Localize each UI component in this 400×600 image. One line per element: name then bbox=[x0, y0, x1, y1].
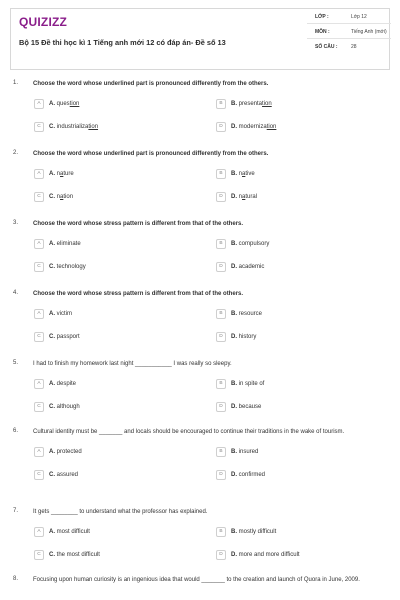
option-underlined-part: a bbox=[242, 193, 246, 200]
option-text bbox=[49, 449, 82, 455]
worksheet-title: Bộ 15 Đề thi học kì 1 Tiếng anh mới 12 có đáp án- Đề số 13 bbox=[19, 38, 226, 47]
option-text bbox=[49, 529, 90, 535]
option-word: n bbox=[56, 193, 61, 200]
option-text bbox=[231, 381, 264, 387]
option-text bbox=[49, 171, 74, 177]
option-letter-box: D bbox=[216, 262, 226, 272]
option-word: confirmed bbox=[238, 471, 266, 478]
option-letter-box: D bbox=[216, 470, 226, 480]
option-word: history bbox=[238, 333, 257, 340]
option-label: C. bbox=[49, 193, 55, 200]
option-text bbox=[49, 124, 98, 130]
option-word: more and more difficult bbox=[238, 551, 300, 558]
option-word: n bbox=[238, 193, 243, 200]
option-word: assured bbox=[56, 471, 79, 478]
option-label: B. bbox=[231, 380, 237, 387]
option-word: mostly difficult bbox=[238, 528, 277, 535]
option-text bbox=[231, 552, 300, 558]
option-label: C. bbox=[49, 551, 55, 558]
meta-row-subject bbox=[307, 24, 391, 39]
option-word-rest: tive bbox=[245, 170, 255, 177]
option-label: A. bbox=[49, 310, 55, 317]
option-letter-box: D bbox=[216, 402, 226, 412]
option-text bbox=[231, 241, 269, 247]
option-text bbox=[231, 404, 261, 410]
option-underlined-part: a bbox=[242, 170, 246, 177]
option-label: A. bbox=[49, 100, 55, 107]
option-underlined-part: tion bbox=[266, 123, 277, 130]
option-word: technology bbox=[56, 263, 86, 270]
option-text bbox=[49, 241, 81, 247]
option-word: although bbox=[56, 403, 80, 410]
option-letter-box: B bbox=[216, 99, 226, 109]
option-label: B. bbox=[231, 170, 237, 177]
option-word: the most difficult bbox=[56, 551, 100, 558]
option-label: D. bbox=[231, 193, 237, 200]
option-word: ques bbox=[56, 100, 70, 107]
option-label: D. bbox=[231, 471, 237, 478]
option-letter-box: B bbox=[216, 309, 226, 319]
option-label: A. bbox=[49, 448, 55, 455]
option-label: C. bbox=[49, 403, 55, 410]
option-text bbox=[231, 264, 264, 270]
option-word: most difficult bbox=[56, 528, 90, 535]
worksheet-meta bbox=[307, 9, 391, 69]
question-text: Focusing upon human curiosity is an ingenious idea that would _______ to the creation and launch of Quora in June, 2009. bbox=[33, 577, 360, 583]
question-number: 1. bbox=[13, 80, 19, 86]
option-word: despite bbox=[56, 380, 77, 387]
option-letter-box: C bbox=[34, 550, 44, 560]
meta-value-subject: Tiếng Anh (mới) bbox=[351, 29, 387, 35]
option-label: A. bbox=[49, 170, 55, 177]
option-letter-box: A bbox=[34, 99, 44, 109]
option-letter-box: A bbox=[34, 309, 44, 319]
option-letter-box: A bbox=[34, 379, 44, 389]
option-word: insured bbox=[238, 448, 259, 455]
option-text bbox=[231, 334, 256, 340]
question-text: Choose the word whose underlined part is pronounced differently from the others. bbox=[33, 151, 269, 157]
question-text: Choose the word whose stress pattern is different from that of the others. bbox=[33, 291, 244, 297]
option-letter-box: B bbox=[216, 239, 226, 249]
option-letter-box: A bbox=[34, 527, 44, 537]
option-word: victim bbox=[56, 310, 73, 317]
question-text: Choose the word whose underlined part is pronounced differently from the others. bbox=[33, 81, 269, 87]
question-text: Cultural identity must be _______ and locals should be encouraged to continue their traditions in the wake of tourism. bbox=[33, 429, 345, 435]
question-text: Choose the word whose stress pattern is different from that of the others. bbox=[33, 221, 244, 227]
option-underlined-part: tion bbox=[69, 100, 80, 107]
option-word-rest: tion bbox=[63, 193, 74, 200]
meta-row-class bbox=[307, 9, 391, 24]
option-word: industrializa bbox=[56, 123, 89, 130]
option-label: C. bbox=[49, 263, 55, 270]
question-number: 6. bbox=[13, 428, 19, 434]
option-letter-box: D bbox=[216, 122, 226, 132]
option-word: moderniza bbox=[238, 123, 267, 130]
option-word: protected bbox=[56, 448, 82, 455]
option-text bbox=[231, 472, 265, 478]
option-label: D. bbox=[231, 403, 237, 410]
option-letter-box: C bbox=[34, 402, 44, 412]
option-letter-box: D bbox=[216, 192, 226, 202]
option-letter-box: B bbox=[216, 527, 226, 537]
option-text bbox=[231, 311, 262, 317]
option-word: resource bbox=[238, 310, 263, 317]
option-word: in spite of bbox=[238, 380, 265, 387]
option-text bbox=[231, 194, 257, 200]
option-letter-box: B bbox=[216, 169, 226, 179]
option-text bbox=[49, 334, 80, 340]
option-text bbox=[49, 194, 73, 200]
option-word-rest: tural bbox=[245, 193, 258, 200]
option-label: D. bbox=[231, 551, 237, 558]
option-text bbox=[49, 552, 100, 558]
question-number: 5. bbox=[13, 360, 19, 366]
option-word: compulsory bbox=[238, 240, 270, 247]
quizizz-logo: QUIZIZZ bbox=[19, 15, 68, 29]
option-text bbox=[49, 311, 72, 317]
question-number: 2. bbox=[13, 150, 19, 156]
option-underlined-part: a bbox=[60, 193, 64, 200]
option-word: passport bbox=[56, 333, 80, 340]
option-letter-box: D bbox=[216, 550, 226, 560]
option-text bbox=[49, 381, 76, 387]
option-underlined-part: a bbox=[60, 170, 64, 177]
option-letter-box: D bbox=[216, 332, 226, 342]
option-label: D. bbox=[231, 123, 237, 130]
option-label: B. bbox=[231, 528, 237, 535]
question-text: It gets ________ to understand what the professor has explained. bbox=[33, 509, 208, 515]
option-label: C. bbox=[49, 123, 55, 130]
question-number: 7. bbox=[13, 508, 19, 514]
option-text bbox=[231, 449, 258, 455]
question-number: 3. bbox=[13, 220, 19, 226]
option-word: presenta bbox=[238, 100, 263, 107]
option-text bbox=[231, 171, 255, 177]
option-label: C. bbox=[49, 333, 55, 340]
option-word-rest: ture bbox=[63, 170, 74, 177]
meta-row-count bbox=[307, 39, 391, 54]
option-text bbox=[231, 124, 276, 130]
meta-value-class: Lớp 12 bbox=[351, 14, 367, 20]
meta-value-count: 28 bbox=[351, 44, 357, 50]
meta-key-class: LỚP : bbox=[315, 14, 329, 20]
option-letter-box: C bbox=[34, 262, 44, 272]
option-letter-box: A bbox=[34, 447, 44, 457]
option-text bbox=[49, 472, 78, 478]
option-word: academic bbox=[238, 263, 265, 270]
meta-key-count: SỐ CÂU : bbox=[315, 44, 338, 50]
option-label: B. bbox=[231, 448, 237, 455]
option-label: A. bbox=[49, 528, 55, 535]
option-label: A. bbox=[49, 380, 55, 387]
meta-key-subject: MÔN : bbox=[315, 29, 330, 35]
option-label: A. bbox=[49, 240, 55, 247]
option-letter-box: A bbox=[34, 169, 44, 179]
option-letter-box: C bbox=[34, 470, 44, 480]
option-underlined-part: tion bbox=[88, 123, 99, 130]
option-label: D. bbox=[231, 333, 237, 340]
option-label: C. bbox=[49, 471, 55, 478]
question-text: I had to finish my homework last night ___________ I was really so sleepy. bbox=[33, 361, 232, 367]
option-underlined-part: tion bbox=[262, 100, 272, 107]
option-text bbox=[231, 529, 276, 535]
option-label: B. bbox=[231, 310, 237, 317]
option-letter-box: C bbox=[34, 332, 44, 342]
question-number: 4. bbox=[13, 290, 19, 296]
option-letter-box: B bbox=[216, 379, 226, 389]
option-word: n bbox=[238, 170, 243, 177]
option-letter-box: A bbox=[34, 239, 44, 249]
option-text bbox=[49, 101, 79, 107]
option-label: B. bbox=[231, 100, 237, 107]
option-letter-box: C bbox=[34, 192, 44, 202]
option-word: n bbox=[56, 170, 61, 177]
option-letter-box: B bbox=[216, 447, 226, 457]
question-number: 8. bbox=[13, 576, 19, 582]
option-text bbox=[49, 264, 86, 270]
option-label: D. bbox=[231, 263, 237, 270]
option-letter-box: C bbox=[34, 122, 44, 132]
option-word: eliminate bbox=[56, 240, 81, 247]
worksheet-header bbox=[10, 8, 390, 70]
option-label: B. bbox=[231, 240, 237, 247]
option-text bbox=[49, 404, 80, 410]
option-word: because bbox=[238, 403, 262, 410]
option-text bbox=[231, 101, 272, 107]
